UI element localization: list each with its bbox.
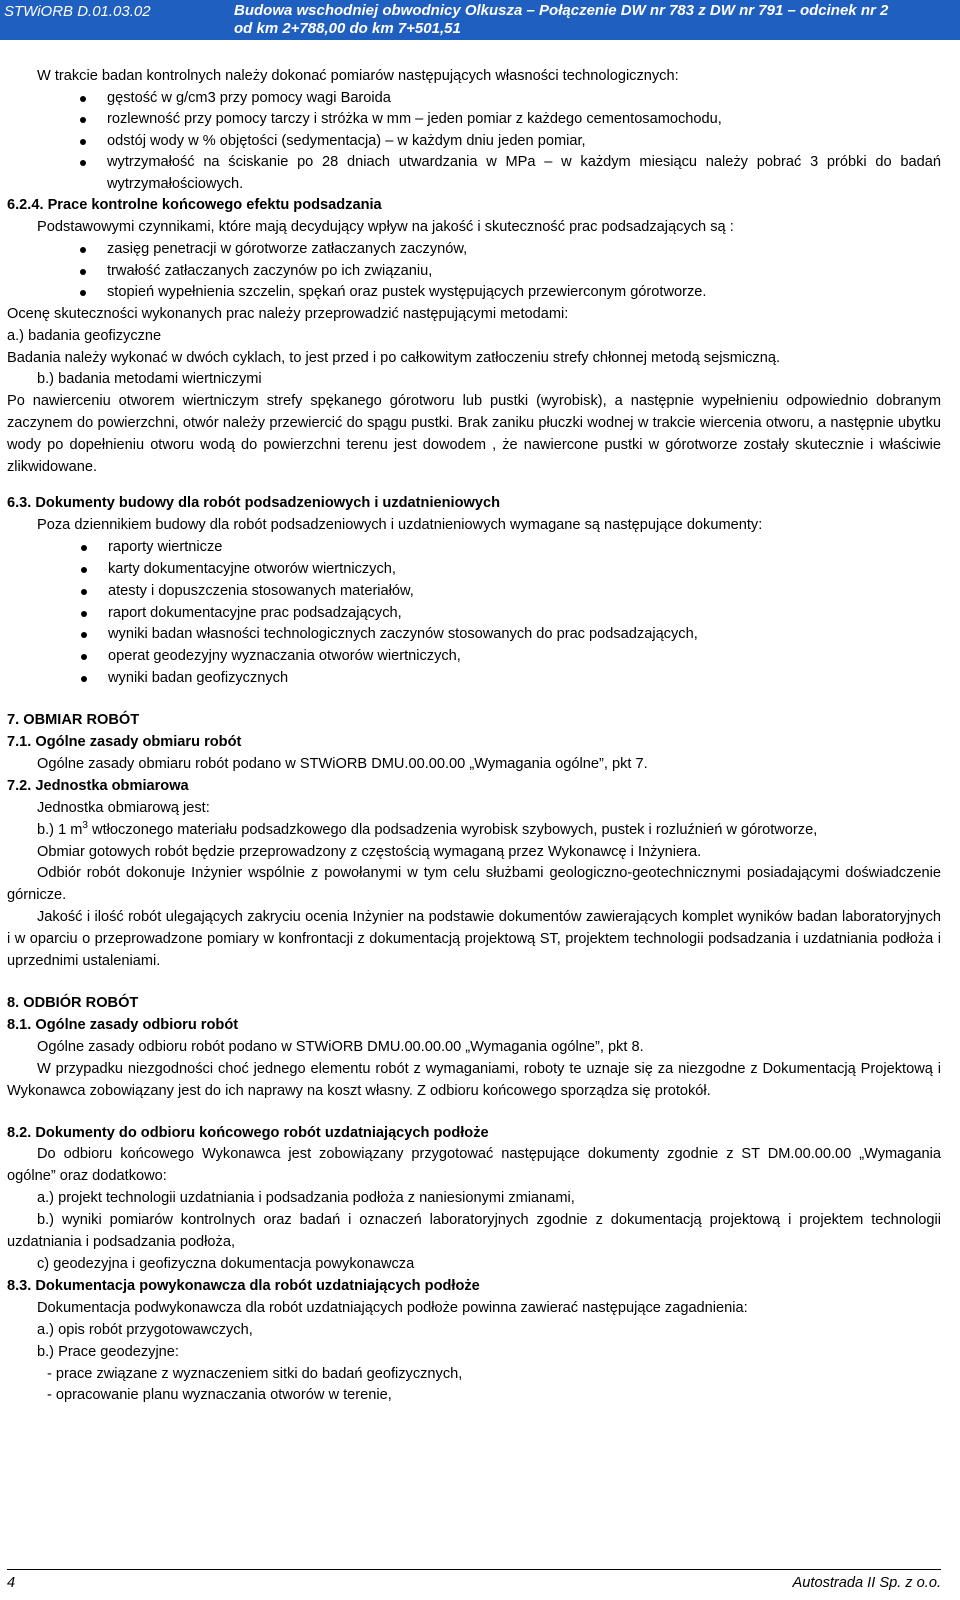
section-624-b-label: b.) badania metodami wiertniczymi bbox=[37, 371, 262, 388]
page-number: 4 bbox=[7, 1575, 16, 1591]
list-item: gęstość w g/cm3 przy pomocy wagi Baroida bbox=[7, 88, 941, 110]
section-72-heading: 7.2. Jednostka obmiarowa bbox=[7, 777, 189, 794]
section-81-text: Ogólne zasady odbioru robót podano w STWiORB DMU.00.00.00 „Wymagania ogólne”, pkt 8. bbox=[37, 1038, 644, 1055]
section-624-list bbox=[7, 239, 941, 304]
project-title-line1: Budowa wschodniej obwodnicy Olkusza – Połączenie DW nr 783 z DW nr 791 – odcinek nr 2 bbox=[234, 2, 889, 19]
section-81-nonconformity: W przypadku niezgodności choć jednego elementu robót z wymaganiami, roboty te uznaje się za niezgodne z Dokumentacją Projektową i Wykonawca zobowiązany jest do ich naprawy na koszt własny. Z odbioru końcowego sporządza się protokół. bbox=[7, 1060, 941, 1099]
list-item: raporty wiertnicze bbox=[7, 537, 941, 559]
unit-prefix: b.) 1 m bbox=[37, 821, 83, 838]
list-item: trwałość zatłaczanych zaczynów po ich związaniu, bbox=[7, 261, 941, 283]
spec-code: STWiORB D.01.03.02 bbox=[4, 3, 151, 20]
section-621-intro: W trakcie badan kontrolnych należy dokonać pomiarów następujących własności technologicznych: bbox=[37, 68, 679, 84]
section-72-measure: Obmiar gotowych robót będzie przeprowadzony z częstością wymaganą przez Wykonawcę i Inżyniera. bbox=[37, 843, 702, 860]
list-item: stopień wypełnienia szczelin, spękań oraz pustek występujących przewierconym górotworze. bbox=[7, 282, 941, 304]
section-624-a-label: a.) badania geofizyczne bbox=[7, 327, 162, 344]
unit-text: wtłoczonego materiału podsadzkowego dla podsadzenia wyrobisk szybowych, pustek i rozluźnień w górotworze, bbox=[87, 821, 818, 838]
section-63-list bbox=[7, 537, 941, 690]
list-item: wyniki badan geofizycznych bbox=[7, 668, 941, 690]
section-624-heading: 6.2.4. Prace kontrolne końcowego efektu podsadzania bbox=[7, 197, 382, 214]
section-83-b1: - prace związane z wyznaczeniem sitki do badań geofizycznych, bbox=[47, 1365, 463, 1382]
section-82-a: a.) projekt technologii uzdatniania i podsadzania podłoża z naniesionymi zmianami, bbox=[37, 1190, 575, 1207]
section-83-b2: - opracowanie planu wyznaczania otworów w terenie, bbox=[47, 1387, 392, 1404]
section-72-unit bbox=[7, 820, 941, 842]
section-83-b: b.) Prace geodezyjne: bbox=[37, 1343, 179, 1360]
unit-exponent: 3 bbox=[82, 819, 88, 831]
list-item: wyniki badan własności technologicznych zaczynów stosowanych do prac podsadzających, bbox=[7, 624, 941, 646]
section-81-heading: 8.1. Ogólne zasady odbioru robót bbox=[7, 1016, 239, 1033]
section-83-text: Dokumentacja podwykonawcza dla robót uzdatniających podłoże powinna zawierać następujące zagadnienia: bbox=[37, 1299, 748, 1316]
section-72-quality: Jakość i ilość robót ulegających zakryciu ocenia Inżynier na podstawie dokumentów zawierających komplet wyników badan laboratoryjnych i w oparciu o przeprowadzone pomiary w konfrontacji z dokumentacją projektową ST, projektem technologii podsadzania i uzdatniania podłoża i uprzednimi ustaleniami. bbox=[7, 909, 941, 970]
section-8-heading: 8. ODBIÓR ROBÓT bbox=[7, 995, 139, 1011]
section-83-a: a.) opis robót przygotowawczych, bbox=[37, 1321, 253, 1338]
document-body bbox=[7, 66, 941, 1407]
section-624-a-text: Badania należy wykonać w dwóch cyklach, to jest przed i po całkowitym zatłoczeniu strefy chłonnej metodą sejsmiczną. bbox=[7, 349, 781, 366]
section-82-heading: 8.2. Dokumenty do odbioru końcowego robót uzdatniających podłoże bbox=[7, 1124, 489, 1141]
section-72-acceptance: Odbiór robót dokonuje Inżynier wspólnie z powołanymi w tym celu służbami geologiczno-geotechnicznymi posiadającymi doświadczenie górnicze. bbox=[7, 865, 941, 904]
list-item: karty dokumentacyjne otworów wiertniczych, bbox=[7, 559, 941, 581]
section-82-c: c) geodezyjna i geofizyczna dokumentacja powykonawcza bbox=[37, 1255, 415, 1272]
list-item: atesty i dopuszczenia stosowanych materiałów, bbox=[7, 581, 941, 603]
project-title bbox=[234, 2, 954, 38]
section-82-b: b.) wyniki pomiarów kontrolnych oraz badań i oznaczeń laboratoryjnych zgodnie z dokumentacją projektową i projektem technologii uzdatniania i podsadzania podłoża, bbox=[7, 1212, 941, 1251]
section-621-list bbox=[7, 88, 941, 196]
section-71-text: Ogólne zasady obmiaru robót podano w STWiORB DMU.00.00.00 „Wymagania ogólne”, pkt 7. bbox=[37, 755, 648, 772]
section-72-text: Jednostka obmiarową jest: bbox=[37, 799, 210, 816]
list-item: zasięg penetracji w górotworze zatłaczanych zaczynów, bbox=[7, 239, 941, 261]
section-7-heading: 7. OBMIAR ROBÓT bbox=[7, 712, 140, 729]
section-83-heading: 8.3. Dokumentacja powykonawcza dla robót uzdatniających podłoże bbox=[7, 1277, 480, 1294]
section-624-intro: Podstawowymi czynnikami, które mają decydujący wpływ na jakość i skuteczność prac podsadzających są : bbox=[37, 219, 734, 236]
company-name: Autostrada II Sp. z o.o. bbox=[792, 1575, 941, 1591]
page-header bbox=[0, 0, 960, 40]
list-item: raport dokumentacyjne prac podsadzających, bbox=[7, 603, 941, 625]
section-624-assess: Ocenę skuteczności wykonanych prac należy przeprowadzić następującymi metodami: bbox=[7, 305, 569, 322]
footer-divider bbox=[7, 1569, 941, 1570]
section-82-text: Do odbioru końcowego Wykonawca jest zobowiązany przygotować następujące dokumenty zgodnie z ST DM.00.00.00 „Wymagania ogólne” oraz dodatkowo: bbox=[7, 1146, 941, 1185]
list-item: wytrzymałość na ściskanie po 28 dniach utwardzania w MPa – w każdym miesiącu należy pobrać 3 próbki do badań wytrzymałościowych. bbox=[7, 152, 941, 195]
section-63-heading: 6.3. Dokumenty budowy dla robót podsadzeniowych i uzdatnieniowych bbox=[7, 494, 500, 511]
list-item: rozlewność przy pomocy tarczy i stróżka w mm – jeden pomiar z każdego cementosamochodu, bbox=[7, 109, 941, 131]
section-624-b-text: Po nawierceniu otworem wiertniczym strefy spękanego górotworu lub pustki (wyrobisk), a następnie wypełnieniu odpowiednio dobranym zaczynem do powierzchni, otwór należy przewiercić do spągu pustki. Brak zaniku płuczki wodnej w trakcie wiercenia otworu, a następnie ubytku wody po dopełnieniu otworu wodą do powierzchni terenu jest dowodem , że nawiercone pustki w górotworze zostały skutecznie i właściwie zlikwidowane. bbox=[7, 393, 941, 476]
list-item: operat geodezyjny wyznaczania otworów wiertniczych, bbox=[7, 646, 941, 668]
project-title-line2: od km 2+788,00 do km 7+501,51 bbox=[234, 20, 461, 37]
section-63-intro: Poza dziennikiem budowy dla robót podsadzeniowych i uzdatnieniowych wymagane są następujące dokumenty: bbox=[37, 516, 763, 533]
section-71-heading: 7.1. Ogólne zasady obmiaru robót bbox=[7, 734, 242, 751]
list-item: odstój wody w % objętości (sedymentacja) – w każdym dniu jeden pomiar, bbox=[7, 131, 941, 153]
